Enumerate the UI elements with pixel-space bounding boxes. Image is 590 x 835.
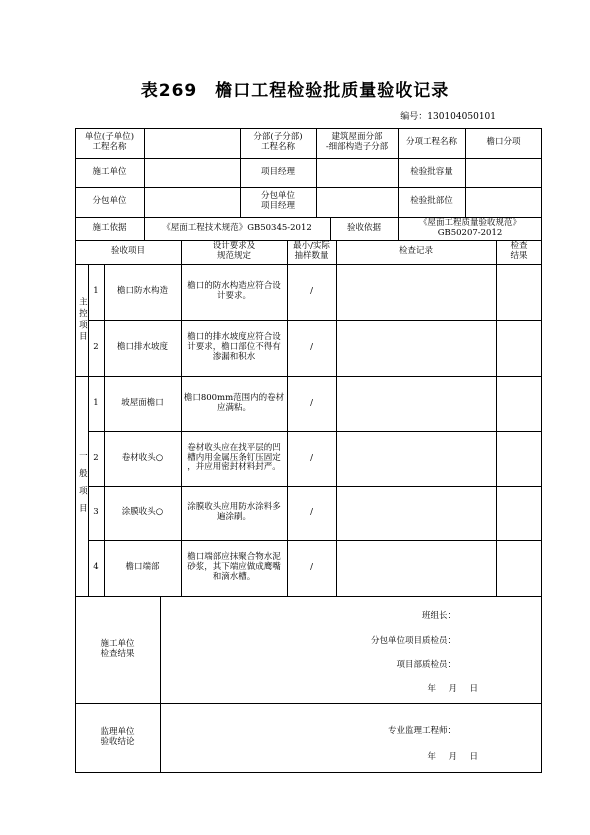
general-item-sample: /: [310, 562, 313, 573]
item-name-label: 分项工程名称: [405, 137, 457, 148]
general-item-requirement: 檐口端部应抹聚合物水泥 砂浆，其下端应做成鹰嘴 和滴水槽。: [187, 552, 281, 582]
general-item-name: 卷材收头○: [121, 452, 164, 463]
item-name-value: 檐口分项: [486, 137, 521, 148]
supervision-date: 年 月 日: [427, 752, 480, 763]
main-control-group-label: 主控项目: [77, 297, 88, 343]
batch-capacity-label: 检验批容量: [410, 166, 453, 177]
batch-location-label: 检验批部位: [410, 196, 453, 207]
main-item-name: 檐口防水构造: [116, 286, 168, 297]
subdivision-name-value: 建筑屋面分部 -细部构造子分部: [325, 132, 389, 152]
general-item-sample: /: [310, 507, 313, 518]
main-item-no: 2: [93, 342, 99, 353]
general-item-no: 2: [93, 452, 99, 463]
construction-basis-label: 施工依据: [92, 222, 127, 233]
unit-name-value[interactable]: [144, 128, 240, 158]
general-group-label: 一般项目: [77, 451, 88, 521]
subdivision-name-label: 分部(子分部) 工程名称: [253, 132, 303, 152]
col-header-design: 设计要求及 规范规定: [212, 241, 256, 261]
acceptance-basis-label: 验收依据: [346, 222, 381, 233]
page-title: 表269 檐口工程检验批质量验收记录: [140, 81, 450, 101]
sub-inspector-label: 分包单位项目质检员：: [370, 636, 456, 647]
main-item-sample: /: [310, 342, 313, 353]
main-item-requirement: 檐口的防水构造应符合设 计要求。: [187, 281, 281, 301]
col-header-record: 检查记录: [398, 246, 433, 257]
acceptance-basis-value: 《屋面工程质量验收规范》 GB50207-2012: [418, 217, 521, 238]
general-item-name: 坡屋面檐口: [121, 397, 164, 408]
col-line: [336, 240, 337, 596]
general-item-requirement: 卷材收头应在找平层的凹 槽内用金属压条钉压固定 ，并应用密封材料封严。: [187, 442, 281, 473]
col-header-item: 验收项目: [110, 246, 145, 257]
sub-project-manager-label: 分包单位 项目经理: [260, 191, 295, 211]
project-manager-label: 项目经理: [260, 166, 295, 177]
general-item-no: 3: [93, 507, 99, 518]
col-line: [181, 240, 182, 596]
contractor-label: 施工单位: [92, 166, 127, 177]
main-item-name: 檐口排水坡度: [116, 342, 168, 353]
general-item-sample: /: [310, 397, 313, 408]
subcontractor-label: 分包单位: [92, 196, 127, 207]
col-header-result: 检查 结果: [510, 241, 528, 261]
col-line: [496, 240, 497, 596]
document-code: 编号：130104050101: [400, 112, 496, 122]
general-item-requirement: 涂膜收头应用防水涂料多 遍涂刷。: [187, 502, 281, 522]
inspector-label: 项目部质检员：: [396, 660, 456, 671]
main-item-no: 1: [93, 286, 99, 297]
general-item-name: 檐口端部: [125, 562, 160, 573]
general-item-requirement: 檐口800mm范围内的卷材 应满粘。: [183, 392, 285, 413]
general-item-no: 4: [93, 562, 99, 573]
general-item-name: 涂膜收头○: [121, 507, 164, 518]
supervision-label: 监理单位 验收结论: [100, 727, 135, 747]
main-item-requirement: 檐口的排水坡度应符合设 计要求，檐口部位不得有 渗漏和积水: [187, 332, 281, 362]
col-header-sample: 最小/实际 抽样数量: [293, 241, 330, 261]
main-item-sample: /: [310, 286, 313, 297]
supervision-engineer-label: 专业监理工程师：: [387, 726, 456, 737]
team-leader-label: 班组长：: [421, 611, 456, 622]
construction-date: 年 月 日: [427, 684, 480, 695]
construction-basis-value: 《屋面工程技术规范》GB50345-2012: [162, 222, 312, 233]
unit-name-label: 单位(子单位) 工程名称: [84, 132, 135, 152]
general-item-sample: /: [310, 452, 313, 463]
general-item-no: 1: [93, 397, 99, 408]
construction-check-label: 施工单位 检查结果: [100, 638, 135, 659]
